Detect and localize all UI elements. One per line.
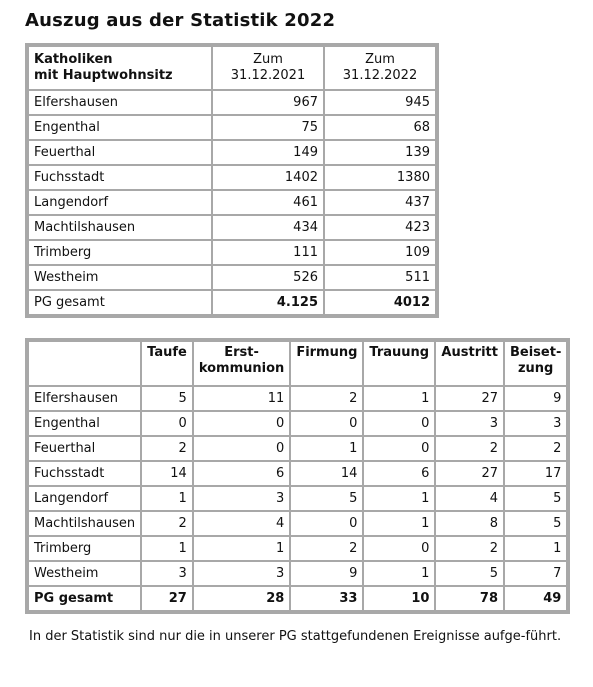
value-austritt: 78 [435, 586, 504, 611]
value-erstkommunion: 0 [193, 436, 290, 461]
value-2022: 139 [324, 140, 436, 165]
header-catholics: Katholiken mit Hauptwohnsitz [28, 46, 212, 90]
value-2022: 945 [324, 90, 436, 115]
row-name: PG gesamt [28, 290, 212, 315]
value-erstkommunion: 11 [193, 386, 290, 411]
value-erstkommunion: 28 [193, 586, 290, 611]
table-total-row [28, 290, 436, 315]
header-firmung: Firmung [290, 341, 363, 386]
value-2022: 423 [324, 215, 436, 240]
value-firmung: 9 [290, 561, 363, 586]
row-name: Engenthal [28, 115, 212, 140]
header-empty [28, 341, 141, 386]
table-row [28, 436, 567, 461]
value-beisetzung: 5 [504, 511, 567, 536]
value-firmung: 33 [290, 586, 363, 611]
header-austritt: Austritt [435, 341, 504, 386]
row-name: Trimberg [28, 240, 212, 265]
row-name: Fuchsstadt [28, 165, 212, 190]
table-row [28, 190, 436, 215]
value-beisetzung: 9 [504, 386, 567, 411]
value-austritt: 2 [435, 436, 504, 461]
value-erstkommunion: 1 [193, 536, 290, 561]
row-name: Engenthal [28, 411, 141, 436]
table-row [28, 115, 436, 140]
row-name: PG gesamt [28, 586, 141, 611]
table-total-row [28, 586, 567, 611]
row-name: Machtilshausen [28, 215, 212, 240]
value-2021: 526 [212, 265, 324, 290]
value-beisetzung: 17 [504, 461, 567, 486]
value-2022: 4012 [324, 290, 436, 315]
value-2022: 1380 [324, 165, 436, 190]
header-2021: Zum 31.12.2021 [212, 46, 324, 90]
value-austritt: 27 [435, 461, 504, 486]
value-beisetzung: 3 [504, 411, 567, 436]
value-2021: 461 [212, 190, 324, 215]
value-2021: 4.125 [212, 290, 324, 315]
events-table [25, 338, 570, 614]
row-name: Langendorf [28, 486, 141, 511]
value-firmung: 14 [290, 461, 363, 486]
table-row [28, 386, 567, 411]
value-2021: 434 [212, 215, 324, 240]
value-austritt: 3 [435, 411, 504, 436]
row-name: Elfershausen [28, 386, 141, 411]
value-austritt: 8 [435, 511, 504, 536]
value-2021: 149 [212, 140, 324, 165]
value-trauung: 1 [363, 561, 435, 586]
value-austritt: 4 [435, 486, 504, 511]
value-beisetzung: 5 [504, 486, 567, 511]
value-trauung: 1 [363, 486, 435, 511]
value-2021: 111 [212, 240, 324, 265]
table-row [28, 140, 436, 165]
value-trauung: 0 [363, 536, 435, 561]
table-row [28, 265, 436, 290]
table-row [28, 461, 567, 486]
value-beisetzung: 7 [504, 561, 567, 586]
value-firmung: 0 [290, 411, 363, 436]
value-taufe: 14 [141, 461, 193, 486]
footnote: In der Statistik sind nur die in unserer PG stattgefundenen Ereignisse aufge-führt. [29, 629, 562, 644]
value-erstkommunion: 3 [193, 486, 290, 511]
header-2022: Zum 31.12.2022 [324, 46, 436, 90]
value-trauung: 10 [363, 586, 435, 611]
value-2021: 967 [212, 90, 324, 115]
row-name: Trimberg [28, 536, 141, 561]
value-austritt: 2 [435, 536, 504, 561]
value-taufe: 0 [141, 411, 193, 436]
value-2022: 511 [324, 265, 436, 290]
row-name: Feuerthal [28, 436, 141, 461]
table-row [28, 411, 567, 436]
table-row [28, 536, 567, 561]
value-erstkommunion: 4 [193, 511, 290, 536]
row-name: Langendorf [28, 190, 212, 215]
value-2022: 437 [324, 190, 436, 215]
value-beisetzung: 49 [504, 586, 567, 611]
value-firmung: 5 [290, 486, 363, 511]
table-row [28, 165, 436, 190]
row-name: Feuerthal [28, 140, 212, 165]
page-title: Auszug aus der Statistik 2022 [25, 10, 336, 31]
header-erstkommunion: Erst- kommunion [193, 341, 290, 386]
value-taufe: 5 [141, 386, 193, 411]
value-beisetzung: 1 [504, 536, 567, 561]
value-taufe: 1 [141, 486, 193, 511]
value-beisetzung: 2 [504, 436, 567, 461]
table-row [28, 561, 567, 586]
value-2022: 109 [324, 240, 436, 265]
table-row [28, 90, 436, 115]
value-firmung: 2 [290, 536, 363, 561]
value-erstkommunion: 3 [193, 561, 290, 586]
row-name: Fuchsstadt [28, 461, 141, 486]
row-name: Westheim [28, 561, 141, 586]
value-austritt: 27 [435, 386, 504, 411]
table-header-row [28, 46, 436, 90]
value-taufe: 3 [141, 561, 193, 586]
value-2021: 1402 [212, 165, 324, 190]
value-firmung: 0 [290, 511, 363, 536]
value-erstkommunion: 6 [193, 461, 290, 486]
value-trauung: 6 [363, 461, 435, 486]
table-row [28, 511, 567, 536]
value-trauung: 1 [363, 511, 435, 536]
value-firmung: 1 [290, 436, 363, 461]
value-2022: 68 [324, 115, 436, 140]
table-row [28, 486, 567, 511]
row-name: Machtilshausen [28, 511, 141, 536]
table-header-row [28, 341, 567, 386]
table-row [28, 240, 436, 265]
value-trauung: 0 [363, 436, 435, 461]
header-taufe: Taufe [141, 341, 193, 386]
value-erstkommunion: 0 [193, 411, 290, 436]
value-taufe: 27 [141, 586, 193, 611]
value-firmung: 2 [290, 386, 363, 411]
value-taufe: 2 [141, 511, 193, 536]
header-trauung: Trauung [363, 341, 435, 386]
row-name: Elfershausen [28, 90, 212, 115]
value-2021: 75 [212, 115, 324, 140]
catholics-table [25, 43, 439, 318]
value-taufe: 1 [141, 536, 193, 561]
value-austritt: 5 [435, 561, 504, 586]
header-beisetzung: Beiset- zung [504, 341, 567, 386]
table-row [28, 215, 436, 240]
value-trauung: 0 [363, 411, 435, 436]
value-taufe: 2 [141, 436, 193, 461]
row-name: Westheim [28, 265, 212, 290]
value-trauung: 1 [363, 386, 435, 411]
